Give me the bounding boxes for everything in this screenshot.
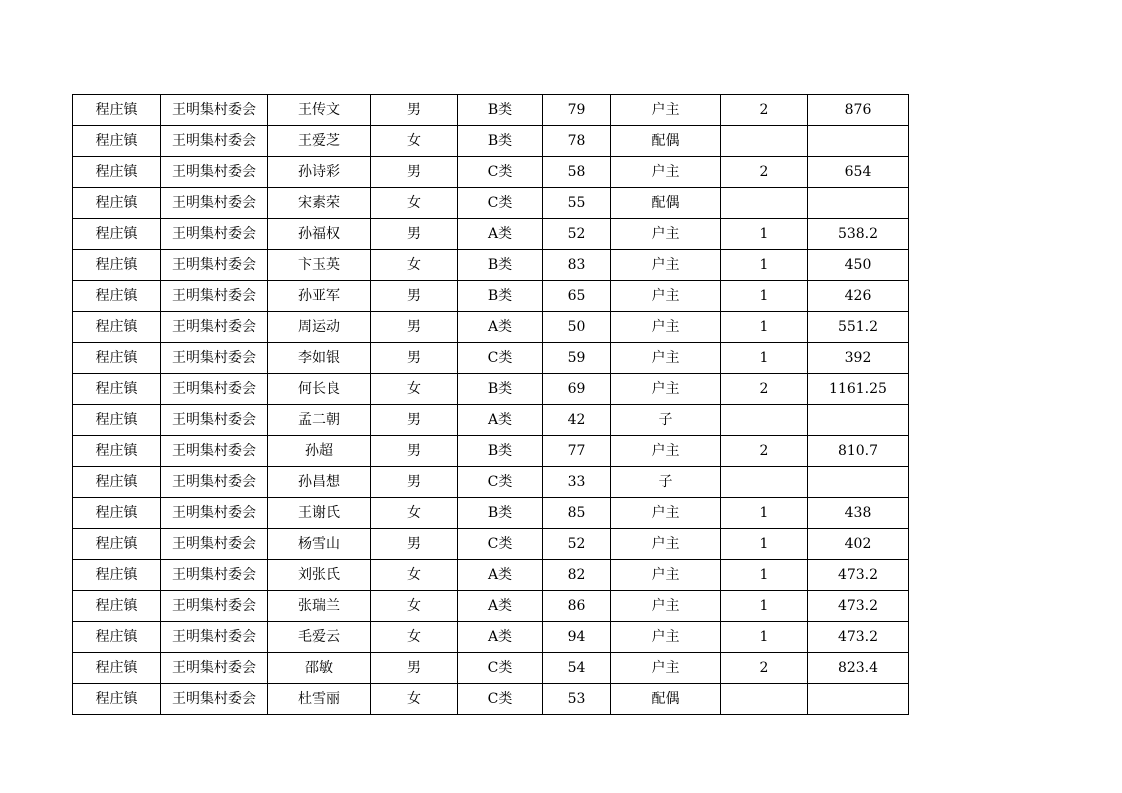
name-cell: 刘张氏 bbox=[268, 560, 371, 591]
category-cell: A类 bbox=[458, 219, 543, 250]
village-committee-cell: 王明集村委会 bbox=[161, 312, 268, 343]
household-size-cell: 1 bbox=[721, 343, 808, 374]
age-cell: 83 bbox=[543, 250, 611, 281]
age-cell: 65 bbox=[543, 281, 611, 312]
table-row bbox=[73, 374, 909, 405]
village-committee-cell: 王明集村委会 bbox=[161, 95, 268, 126]
age-cell: 77 bbox=[543, 436, 611, 467]
household-size-cell: 2 bbox=[721, 95, 808, 126]
town-cell: 程庄镇 bbox=[73, 343, 161, 374]
table-row bbox=[73, 188, 909, 219]
table-row bbox=[73, 281, 909, 312]
age-cell: 58 bbox=[543, 157, 611, 188]
village-committee-cell: 王明集村委会 bbox=[161, 188, 268, 219]
relationship-cell: 户主 bbox=[611, 622, 721, 653]
household-size-cell: 1 bbox=[721, 560, 808, 591]
age-cell: 53 bbox=[543, 684, 611, 715]
gender-cell: 女 bbox=[371, 126, 458, 157]
village-committee-cell: 王明集村委会 bbox=[161, 467, 268, 498]
gender-cell: 男 bbox=[371, 343, 458, 374]
town-cell: 程庄镇 bbox=[73, 157, 161, 188]
village-committee-cell: 王明集村委会 bbox=[161, 591, 268, 622]
household-size-cell: 1 bbox=[721, 498, 808, 529]
village-committee-cell: 王明集村委会 bbox=[161, 374, 268, 405]
town-cell: 程庄镇 bbox=[73, 653, 161, 684]
amount-cell: 473.2 bbox=[808, 560, 909, 591]
name-cell: 李如银 bbox=[268, 343, 371, 374]
household-size-cell: 1 bbox=[721, 281, 808, 312]
relationship-cell: 户主 bbox=[611, 219, 721, 250]
village-committee-cell: 王明集村委会 bbox=[161, 343, 268, 374]
age-cell: 69 bbox=[543, 374, 611, 405]
gender-cell: 女 bbox=[371, 498, 458, 529]
relationship-cell: 户主 bbox=[611, 498, 721, 529]
gender-cell: 女 bbox=[371, 374, 458, 405]
table-row bbox=[73, 126, 909, 157]
town-cell: 程庄镇 bbox=[73, 281, 161, 312]
amount-cell: 876 bbox=[808, 95, 909, 126]
age-cell: 54 bbox=[543, 653, 611, 684]
age-cell: 52 bbox=[543, 219, 611, 250]
name-cell: 王谢氏 bbox=[268, 498, 371, 529]
gender-cell: 男 bbox=[371, 529, 458, 560]
household-size-cell bbox=[721, 126, 808, 157]
category-cell: C类 bbox=[458, 343, 543, 374]
gender-cell: 男 bbox=[371, 281, 458, 312]
category-cell: C类 bbox=[458, 653, 543, 684]
gender-cell: 男 bbox=[371, 157, 458, 188]
relationship-cell: 户主 bbox=[611, 157, 721, 188]
household-size-cell: 1 bbox=[721, 591, 808, 622]
relationship-cell: 户主 bbox=[611, 653, 721, 684]
amount-cell: 438 bbox=[808, 498, 909, 529]
household-size-cell: 1 bbox=[721, 250, 808, 281]
name-cell: 何长良 bbox=[268, 374, 371, 405]
household-size-cell: 2 bbox=[721, 157, 808, 188]
gender-cell: 男 bbox=[371, 436, 458, 467]
village-committee-cell: 王明集村委会 bbox=[161, 126, 268, 157]
age-cell: 78 bbox=[543, 126, 611, 157]
gender-cell: 男 bbox=[371, 653, 458, 684]
amount-cell: 810.7 bbox=[808, 436, 909, 467]
name-cell: 杨雪山 bbox=[268, 529, 371, 560]
gender-cell: 男 bbox=[371, 219, 458, 250]
relationship-cell: 户主 bbox=[611, 591, 721, 622]
name-cell: 王传文 bbox=[268, 95, 371, 126]
household-size-cell: 2 bbox=[721, 653, 808, 684]
category-cell: B类 bbox=[458, 374, 543, 405]
table-row bbox=[73, 560, 909, 591]
household-size-cell: 1 bbox=[721, 622, 808, 653]
name-cell: 周运动 bbox=[268, 312, 371, 343]
name-cell: 宋素荣 bbox=[268, 188, 371, 219]
gender-cell: 男 bbox=[371, 95, 458, 126]
category-cell: B类 bbox=[458, 281, 543, 312]
relationship-cell: 户主 bbox=[611, 436, 721, 467]
amount-cell: 450 bbox=[808, 250, 909, 281]
gender-cell: 女 bbox=[371, 250, 458, 281]
data-table bbox=[72, 94, 909, 715]
amount-cell bbox=[808, 405, 909, 436]
town-cell: 程庄镇 bbox=[73, 250, 161, 281]
village-committee-cell: 王明集村委会 bbox=[161, 684, 268, 715]
relationship-cell: 户主 bbox=[611, 374, 721, 405]
table-row bbox=[73, 529, 909, 560]
age-cell: 79 bbox=[543, 95, 611, 126]
table-row bbox=[73, 622, 909, 653]
name-cell: 孙诗彩 bbox=[268, 157, 371, 188]
amount-cell bbox=[808, 684, 909, 715]
table-row bbox=[73, 653, 909, 684]
household-size-cell bbox=[721, 405, 808, 436]
category-cell: A类 bbox=[458, 591, 543, 622]
table-row bbox=[73, 436, 909, 467]
town-cell: 程庄镇 bbox=[73, 436, 161, 467]
relationship-cell: 户主 bbox=[611, 250, 721, 281]
relationship-cell: 子 bbox=[611, 405, 721, 436]
table-row bbox=[73, 684, 909, 715]
village-committee-cell: 王明集村委会 bbox=[161, 281, 268, 312]
town-cell: 程庄镇 bbox=[73, 219, 161, 250]
age-cell: 42 bbox=[543, 405, 611, 436]
household-size-cell bbox=[721, 684, 808, 715]
town-cell: 程庄镇 bbox=[73, 560, 161, 591]
table-row bbox=[73, 498, 909, 529]
amount-cell: 538.2 bbox=[808, 219, 909, 250]
town-cell: 程庄镇 bbox=[73, 95, 161, 126]
name-cell: 卞玉英 bbox=[268, 250, 371, 281]
relationship-cell: 配偶 bbox=[611, 126, 721, 157]
category-cell: C类 bbox=[458, 684, 543, 715]
gender-cell: 女 bbox=[371, 622, 458, 653]
gender-cell: 女 bbox=[371, 188, 458, 219]
table-row bbox=[73, 95, 909, 126]
amount-cell: 1161.25 bbox=[808, 374, 909, 405]
household-size-cell bbox=[721, 467, 808, 498]
table-body bbox=[73, 95, 909, 715]
relationship-cell: 户主 bbox=[611, 95, 721, 126]
village-committee-cell: 王明集村委会 bbox=[161, 653, 268, 684]
town-cell: 程庄镇 bbox=[73, 622, 161, 653]
name-cell: 孙昌想 bbox=[268, 467, 371, 498]
amount-cell bbox=[808, 126, 909, 157]
category-cell: C类 bbox=[458, 188, 543, 219]
household-size-cell: 1 bbox=[721, 219, 808, 250]
name-cell: 邵敏 bbox=[268, 653, 371, 684]
gender-cell: 女 bbox=[371, 684, 458, 715]
village-committee-cell: 王明集村委会 bbox=[161, 157, 268, 188]
relationship-cell: 户主 bbox=[611, 529, 721, 560]
category-cell: A类 bbox=[458, 622, 543, 653]
category-cell: B类 bbox=[458, 126, 543, 157]
relationship-cell: 配偶 bbox=[611, 188, 721, 219]
amount-cell: 392 bbox=[808, 343, 909, 374]
gender-cell: 女 bbox=[371, 560, 458, 591]
household-size-cell: 1 bbox=[721, 312, 808, 343]
relationship-cell: 配偶 bbox=[611, 684, 721, 715]
amount-cell: 823.4 bbox=[808, 653, 909, 684]
age-cell: 55 bbox=[543, 188, 611, 219]
relationship-cell: 户主 bbox=[611, 312, 721, 343]
table-row bbox=[73, 250, 909, 281]
age-cell: 52 bbox=[543, 529, 611, 560]
village-committee-cell: 王明集村委会 bbox=[161, 498, 268, 529]
relationship-cell: 户主 bbox=[611, 343, 721, 374]
amount-cell bbox=[808, 467, 909, 498]
name-cell: 孟二朝 bbox=[268, 405, 371, 436]
household-size-cell: 1 bbox=[721, 529, 808, 560]
town-cell: 程庄镇 bbox=[73, 498, 161, 529]
gender-cell: 女 bbox=[371, 591, 458, 622]
amount-cell: 426 bbox=[808, 281, 909, 312]
village-committee-cell: 王明集村委会 bbox=[161, 219, 268, 250]
amount-cell bbox=[808, 188, 909, 219]
village-committee-cell: 王明集村委会 bbox=[161, 560, 268, 591]
table-row bbox=[73, 591, 909, 622]
town-cell: 程庄镇 bbox=[73, 312, 161, 343]
relationship-cell: 户主 bbox=[611, 281, 721, 312]
village-committee-cell: 王明集村委会 bbox=[161, 436, 268, 467]
name-cell: 张瑞兰 bbox=[268, 591, 371, 622]
category-cell: B类 bbox=[458, 95, 543, 126]
town-cell: 程庄镇 bbox=[73, 188, 161, 219]
town-cell: 程庄镇 bbox=[73, 684, 161, 715]
gender-cell: 男 bbox=[371, 467, 458, 498]
town-cell: 程庄镇 bbox=[73, 467, 161, 498]
name-cell: 孙福权 bbox=[268, 219, 371, 250]
gender-cell: 男 bbox=[371, 312, 458, 343]
table-row bbox=[73, 157, 909, 188]
age-cell: 33 bbox=[543, 467, 611, 498]
category-cell: A类 bbox=[458, 405, 543, 436]
category-cell: A类 bbox=[458, 312, 543, 343]
village-committee-cell: 王明集村委会 bbox=[161, 250, 268, 281]
household-size-cell: 2 bbox=[721, 374, 808, 405]
village-committee-cell: 王明集村委会 bbox=[161, 529, 268, 560]
name-cell: 孙超 bbox=[268, 436, 371, 467]
name-cell: 孙亚军 bbox=[268, 281, 371, 312]
relationship-cell: 子 bbox=[611, 467, 721, 498]
town-cell: 程庄镇 bbox=[73, 591, 161, 622]
household-size-cell bbox=[721, 188, 808, 219]
name-cell: 毛爱云 bbox=[268, 622, 371, 653]
table-row bbox=[73, 219, 909, 250]
category-cell: A类 bbox=[458, 560, 543, 591]
table-row bbox=[73, 343, 909, 374]
age-cell: 85 bbox=[543, 498, 611, 529]
household-size-cell: 2 bbox=[721, 436, 808, 467]
village-committee-cell: 王明集村委会 bbox=[161, 622, 268, 653]
category-cell: C类 bbox=[458, 529, 543, 560]
amount-cell: 473.2 bbox=[808, 591, 909, 622]
amount-cell: 551.2 bbox=[808, 312, 909, 343]
category-cell: B类 bbox=[458, 436, 543, 467]
town-cell: 程庄镇 bbox=[73, 126, 161, 157]
amount-cell: 473.2 bbox=[808, 622, 909, 653]
gender-cell: 男 bbox=[371, 405, 458, 436]
age-cell: 86 bbox=[543, 591, 611, 622]
age-cell: 94 bbox=[543, 622, 611, 653]
table-row bbox=[73, 312, 909, 343]
category-cell: C类 bbox=[458, 157, 543, 188]
village-committee-cell: 王明集村委会 bbox=[161, 405, 268, 436]
category-cell: C类 bbox=[458, 467, 543, 498]
town-cell: 程庄镇 bbox=[73, 529, 161, 560]
amount-cell: 654 bbox=[808, 157, 909, 188]
relationship-cell: 户主 bbox=[611, 560, 721, 591]
amount-cell: 402 bbox=[808, 529, 909, 560]
category-cell: B类 bbox=[458, 498, 543, 529]
category-cell: B类 bbox=[458, 250, 543, 281]
table-row bbox=[73, 467, 909, 498]
town-cell: 程庄镇 bbox=[73, 374, 161, 405]
age-cell: 50 bbox=[543, 312, 611, 343]
name-cell: 王爱芝 bbox=[268, 126, 371, 157]
age-cell: 59 bbox=[543, 343, 611, 374]
table-row bbox=[73, 405, 909, 436]
name-cell: 杜雪丽 bbox=[268, 684, 371, 715]
town-cell: 程庄镇 bbox=[73, 405, 161, 436]
age-cell: 82 bbox=[543, 560, 611, 591]
